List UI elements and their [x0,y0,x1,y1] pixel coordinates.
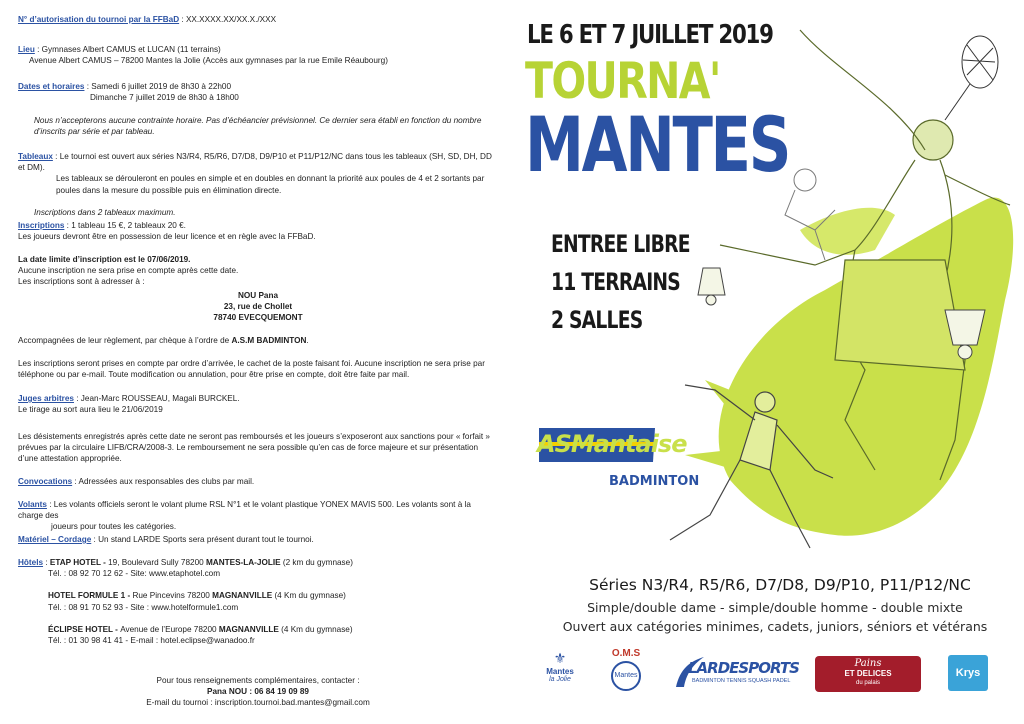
racket-icon [945,36,998,120]
hotels-section: Hôtels : ETAP HOTEL - 19, Boulevard Sully 78200 MANTES-LA-JOLIE (2 km du gymnase) Tél. : 08 92 70 12 62 - Site: www.etaphotel.com HOTEL FORMULE 1 - Rue Pincevins 78200 MAGNANVILLE (4 Km du gymnase) Tél. : 08 91 70 52 93 - Site : www.hotelformule1.com ÉCLIPSE HOTEL - Avenue de l’Europe 78200 MAGNANVILLE (4 Km du gymnase) Tél. : 01 30 98 41 41 - E-mail : hotel.eclipse@wanadoo.fr [18,558,353,646]
deadline-section: La date limite d’inscription est le 07/06/2019. Aucune inscription ne sera prise en compte après cette date. Les inscriptions sont à adresser à : [18,255,239,287]
dates-section: Dates et horaires : Samedi 6 juillet 2019 de 8h30 à 22h00 Dimanche 7 juillet 2019 de 8h30 à 18h00 [18,82,239,103]
sponsor-mantes-logo: ⚜ Mantes la Jolie [535,650,585,702]
asm-club-logo [535,424,700,494]
title-tourna: TOURNA' [525,52,720,110]
note-horaire: Nous n’accepterons aucune contrainte horaire. Pas d’échéancier prévisionnel. Ce dernier sera établi en fonction du nombre d’inscrits par série et par tableau. [34,116,482,137]
ages-line: Ouvert aux catégories minimes, cadets, juniors, séniors et vétérans [562,619,988,634]
feature-terrains: 11 TERRAINS [551,268,680,296]
feature-salles: 2 SALLES [551,306,643,334]
lieu-section: Lieu : Gymnases Albert CAMUS et LUCAN (11 terrains) Avenue Albert CAMUS – 78200 Mantes la Jolie (Accès aux gymnases par la rue Emile Réaubourg) [18,45,388,66]
juges-section: Juges arbitres : Jean-Marc ROUSSEAU, Magali BURCKEL. Le tirage au sort aura lieu le 21/06/2019 [18,394,240,415]
convocations-line: Convocations : Adressées aux responsables des clubs par mail. [18,477,255,486]
authorization-line: N° d’autorisation du tournoi par la FFBaD : XX.XXXX.XX/XX.X./XXX [18,15,277,24]
contact-block: Pour tous renseignements complémentaires, contacter : Pana NOU : 06 84 19 09 89 E-mail du tournoi : inscription.tournoi.bad.mantes@gmail.com [146,676,370,708]
sponsor-larde-logo: LARDESPORTS BADMINTON TENNIS SQUASH PADEL [670,655,795,695]
desistements-paragraph: Les désistements enregistrés après cette date ne seront pas remboursés et les joueurs s’exposeront aux sanctions pour « forfait » prévues par la circulaire LIFB/CRA/2008-3. Le remboursement ne sera possible qu’en cas de force majeure et sur présentation d’une attestation appropriée. [18,432,490,464]
fleur-de-lys-icon: ⚜ [553,650,567,666]
tableaux-section: Tableaux : Le tournoi est ouvert aux séries N3/R4, R5/R6, D7/D8, D9/P10 et P11/P12/NC dans tous les tableaux (SH, SD, DH, DD et DM). Les tableaux se dérouleront en poules en simple et en doubles en donnant la priorité aux poules de 4 et 2 sortants par poules dans la mesure du possible puis en élimination directe. Inscriptions dans 2 tableaux maximum. [18,152,492,217]
address-block: NOU Pana 23, rue de Chollet 78740 EVECQUEMONT [213,291,303,323]
volants-section: Volants : Les volants officiels seront le volant plume RSL N°1 et le volant plastique YONEX MAVIS 500. Les volants sont à la charge des joueurs pour toutes les catégories. [18,500,471,532]
title-mantes: MANTES [525,100,790,189]
reglement-line: Accompagnées de leur règlement, par chèque à l’ordre de A.S.M BADMINTON. [18,336,309,345]
series-line: Séries N3/R4, R5/R6, D7/D8, D9/P10, P11/P12/NC [589,576,971,594]
asm-logo-text: ASMantaise [537,430,687,458]
oms-emblem: Mantes [611,661,641,691]
poster-column [515,0,1024,724]
inscriptions-section: Inscriptions : 1 tableau 15 €, 2 tableaux 20 €. Les joueurs devront être en possession de leur licence et en règle avec la FFBaD. [18,221,316,242]
asm-logo-badminton: BADMINTON [609,474,700,489]
feature-entree-libre: ENTREE LIBRE [551,230,690,258]
ordre-paragraph: Les inscriptions seront prises en compte par ordre d’arrivée, le cachet de la poste faisant foi. Aucune inscription ne sera prise par téléphone ou par e-mail. Toute modification ou annulation, pour être prise en compte, doit être faite par mail. [18,359,485,380]
event-date: LE 6 ET 7 JUILLET 2019 [527,20,773,50]
materiel-line: Matériel – Cordage : Un stand LARDE Sports sera présent durant tout le tournoi. [18,535,314,544]
categories-line: Simple/double dame - simple/double homme - double mixte [587,600,963,615]
sponsor-oms-logo: O.M.S Mantes [603,648,649,700]
sponsor-krys-logo: Krys [948,655,988,691]
sponsor-pains-logo: Pains ET DELICES du palais [815,656,921,692]
